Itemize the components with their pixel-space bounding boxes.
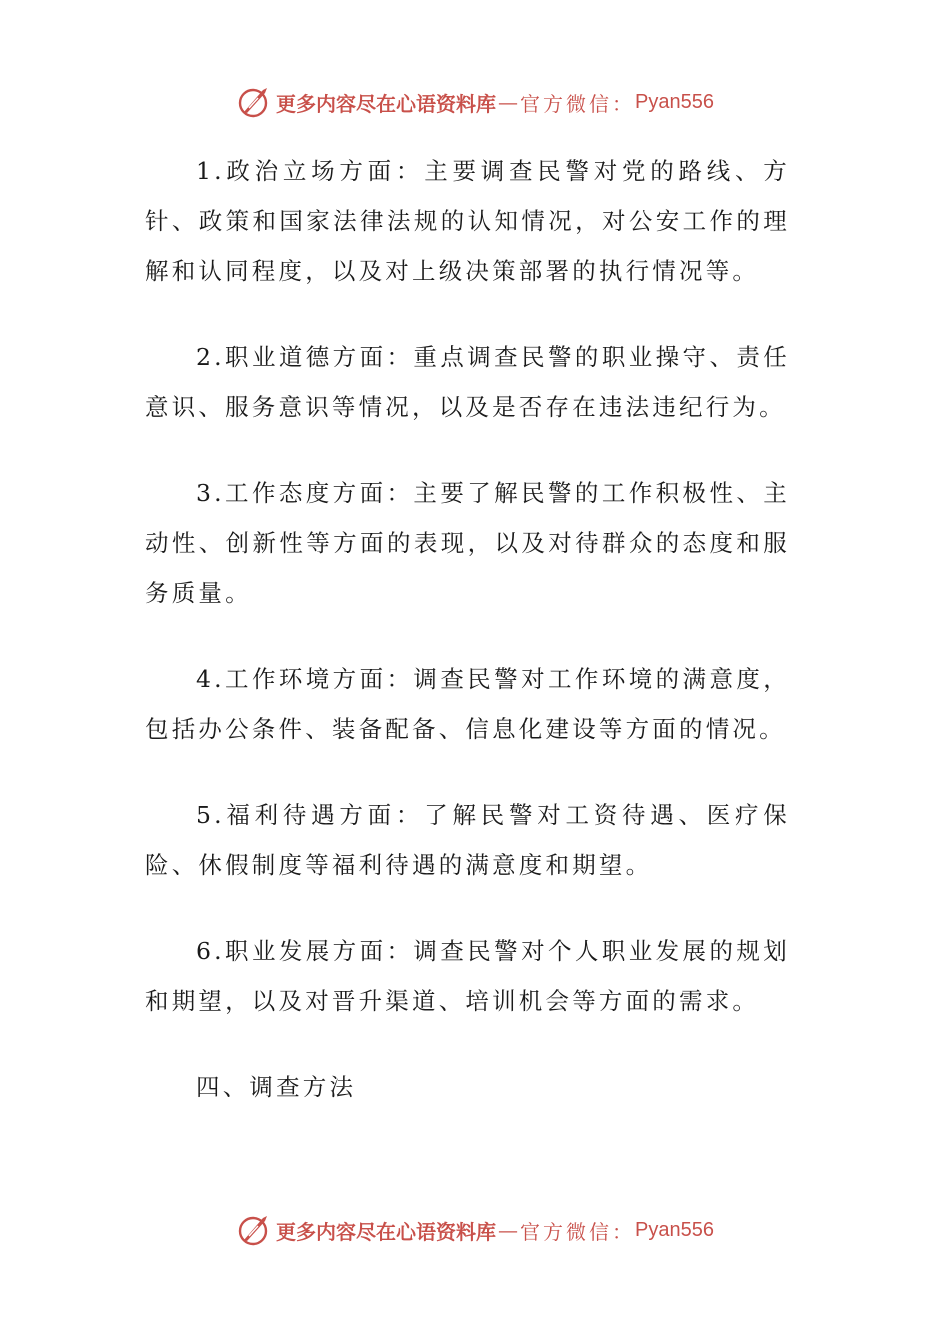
paragraph-political-stance: 1.政治立场方面：主要调查民警对党的路线、方针、政策和国家法律法规的认知情况，对公安工作的理解和认同程度，以及对上级决策部署的执行情况等。 xyxy=(145,157,790,285)
paragraph-professional-ethics: 2.职业道德方面：重点调查民警的职业操守、责任意识、服务意识等情况，以及是否存在违法违纪行为。 xyxy=(145,343,790,421)
section-heading-survey-method: 四、调查方法 xyxy=(196,1073,357,1101)
wechat-id: Pyan556 xyxy=(635,1218,714,1241)
paragraph-welfare: 5.福利待遇方面：了解民警对工资待遇、医疗保险、休假制度等福利待遇的满意度和期望。 xyxy=(145,801,790,879)
site-name: 更多内容尽在心语资料库 xyxy=(276,91,497,116)
wechat-label: 官方微信： xyxy=(520,91,636,116)
wechat-id: Pyan556 xyxy=(635,90,714,113)
site-name: 更多内容尽在心语资料库 xyxy=(276,1219,497,1244)
document-body xyxy=(145,146,790,1148)
footer-banner xyxy=(0,1210,950,1250)
quill-pen-icon xyxy=(236,1212,272,1248)
quill-pen-icon xyxy=(236,84,272,120)
paragraph-work-environment: 4.工作环境方面：调查民警对工作环境的满意度，包括办公条件、装备配备、信息化建设等方面的情况。 xyxy=(145,665,790,743)
banner-separator: — xyxy=(498,90,519,114)
wechat-label: 官方微信： xyxy=(520,1219,636,1244)
paragraph-work-attitude: 3.工作态度方面：主要了解民警的工作积极性、主动性、创新性等方面的表现，以及对待群众的态度和服务质量。 xyxy=(145,479,790,607)
banner-separator: — xyxy=(498,1218,519,1242)
paragraph-career-development: 6.职业发展方面：调查民警对个人职业发展的规划和期望，以及对晋升渠道、培训机会等方面的需求。 xyxy=(145,937,790,1015)
header-banner xyxy=(0,82,950,122)
